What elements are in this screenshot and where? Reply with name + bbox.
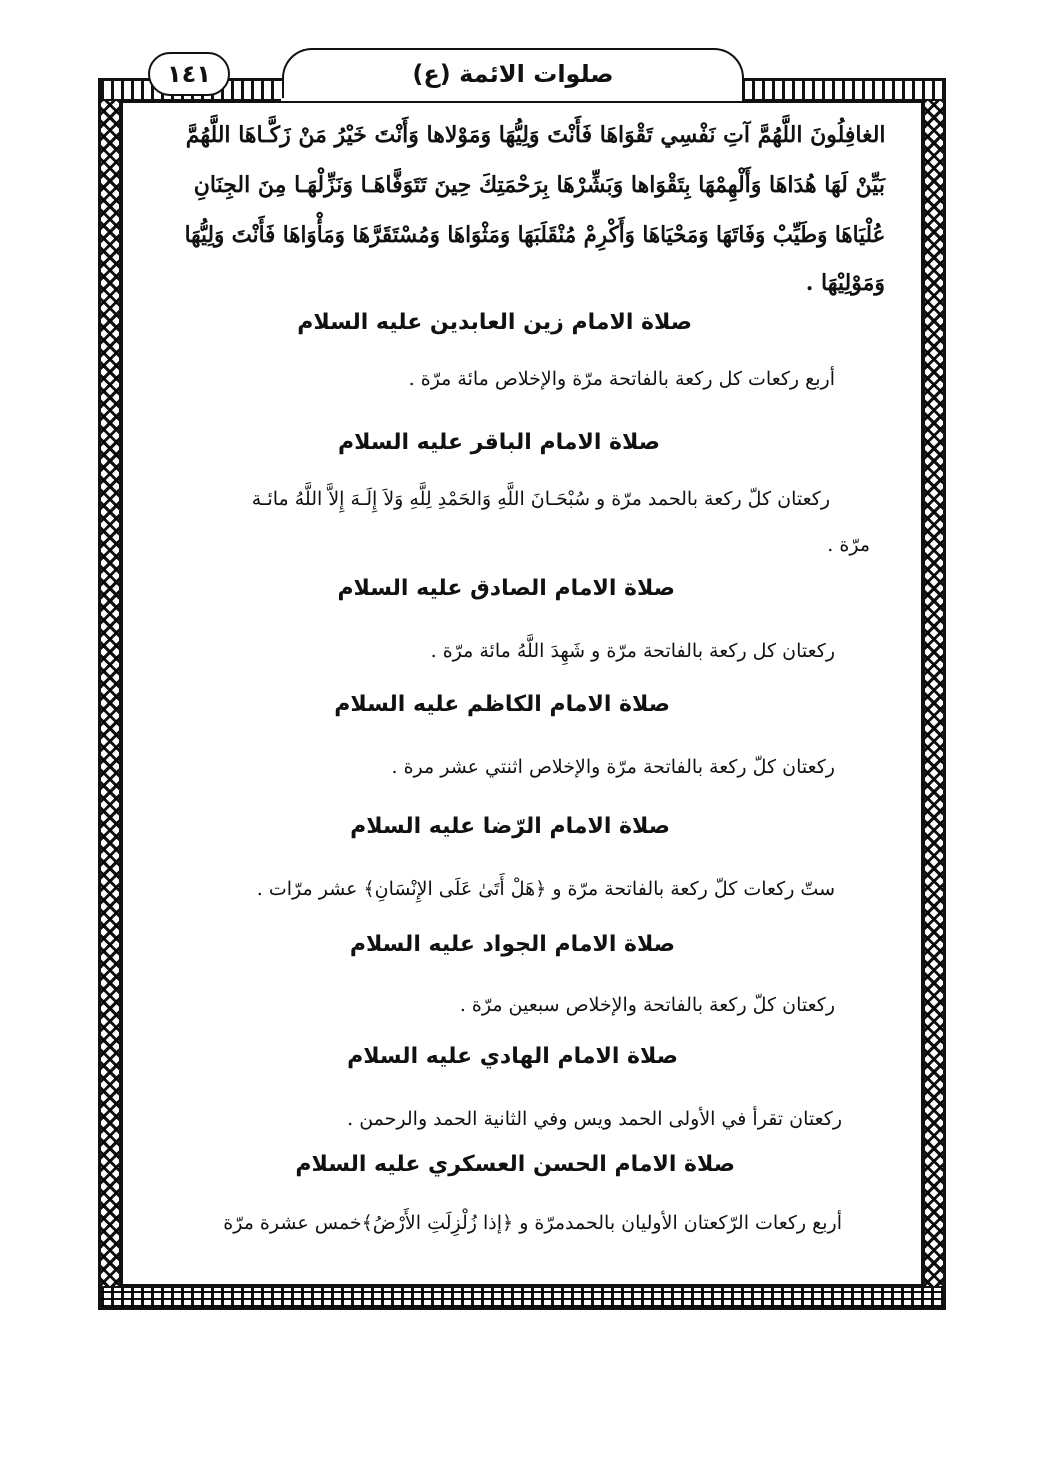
frame-border-top-right <box>742 81 943 101</box>
intro-line: وَمَوْلِيْهَا . <box>805 270 885 296</box>
running-header <box>282 48 744 98</box>
frame-border-right <box>923 81 943 1307</box>
section-text: مرّة . <box>827 534 870 556</box>
section-heading: صلاة الامام الهادي عليه السلام <box>347 1044 678 1069</box>
intro-line: بَيِّنْ لَهَا هُدَاهَا وَأَلْهِمْهَا بِتَقْوَاها وَبَشِّرْهَا بِرَحْمَتِكَ حِينَ تَتَوَفَّاهَـا وَنَزِّلْهَـا مِنَ الجِنَانِ <box>193 172 885 198</box>
section-heading: صلاة الامام الباقر عليه السلام <box>338 430 660 455</box>
section-text: أربع ركعات الرّكعتان الأوليان بالحمدمرّة و ﴿إذا زُلْزِلَتِ الأَرْضُ﴾خمس عشرة مرّة <box>223 1212 842 1234</box>
section-text: ركعتان تقرأ في الأولى الحمد ويس وفي الثانية الحمد والرحمن . <box>347 1108 842 1130</box>
intro-line: الغافِلُونَ اللَّهُمَّ آتِ نَفْسِي تَقْوَاهَا فَأَنْتَ وَلِيُّهَا وَمَوْلاها وَأَنْتَ خَيْرُ مَنْ زَكَّـاهَا اللَّهُمَّ <box>185 122 885 148</box>
page-number-tab <box>148 52 230 96</box>
section-heading: صلاة الامام الصادق عليه السلام <box>337 576 675 601</box>
section-text: ركعتان كلّ ركعة بالفاتحة مرّة والإخلاص اثنتي عشر مرة . <box>391 756 835 778</box>
section-heading: صلاة الامام الجواد عليه السلام <box>349 932 675 957</box>
section-heading: صلاة الامام الرّضا عليه السلام <box>350 814 670 839</box>
section-text: ركعتان كلّ ركعة بالحمد مرّة و سُبْحَـانَ اللَّهِ وَالحَمْدِ لِلَّهِ وَلاَ إِلَـهَ إِلاَّ اللَّهُ مائـة <box>251 488 830 510</box>
frame-border-left <box>101 81 121 1307</box>
section-text: ستّ ركعات كلّ ركعة بالفاتحة مرّة و ﴿هَلْ أَتَىٰ عَلَى الإِنْسَانِ﴾ عشر مرّات . <box>256 878 835 900</box>
section-text: ركعتان كل ركعة بالفاتحة مرّة و شَهِدَ اللَّهُ مائة مرّة . <box>430 640 835 662</box>
section-text: أربع ركعات كل ركعة بالفاتحة مرّة والإخلاص مائة مرّة . <box>408 368 835 390</box>
header-title: صلوات الائمة (ع) <box>412 60 614 88</box>
frame-border-bottom <box>101 1286 943 1307</box>
section-heading: صلاة الامام زين العابدين عليه السلام <box>297 310 692 335</box>
section-heading: صلاة الامام الكاظم عليه السلام <box>334 692 670 717</box>
intro-line: عُلْيَاهَا وَطَيِّبْ وَفَاتَهَا وَمَحْيَاهَا وَأَكْرِمْ مُنْقَلَبَهَا وَمَثْوَاهَا وَمُسْتَقَرَّهَا وَمَأْوَاهَا فَأَنْتَ وَلِيُّهَا <box>184 222 885 248</box>
page-number: ١٤١ <box>167 60 211 88</box>
section-heading: صلاة الامام الحسن العسكري عليه السلام <box>295 1152 735 1177</box>
section-text: ركعتان كلّ ركعة بالفاتحة والإخلاص سبعين مرّة . <box>459 994 835 1016</box>
